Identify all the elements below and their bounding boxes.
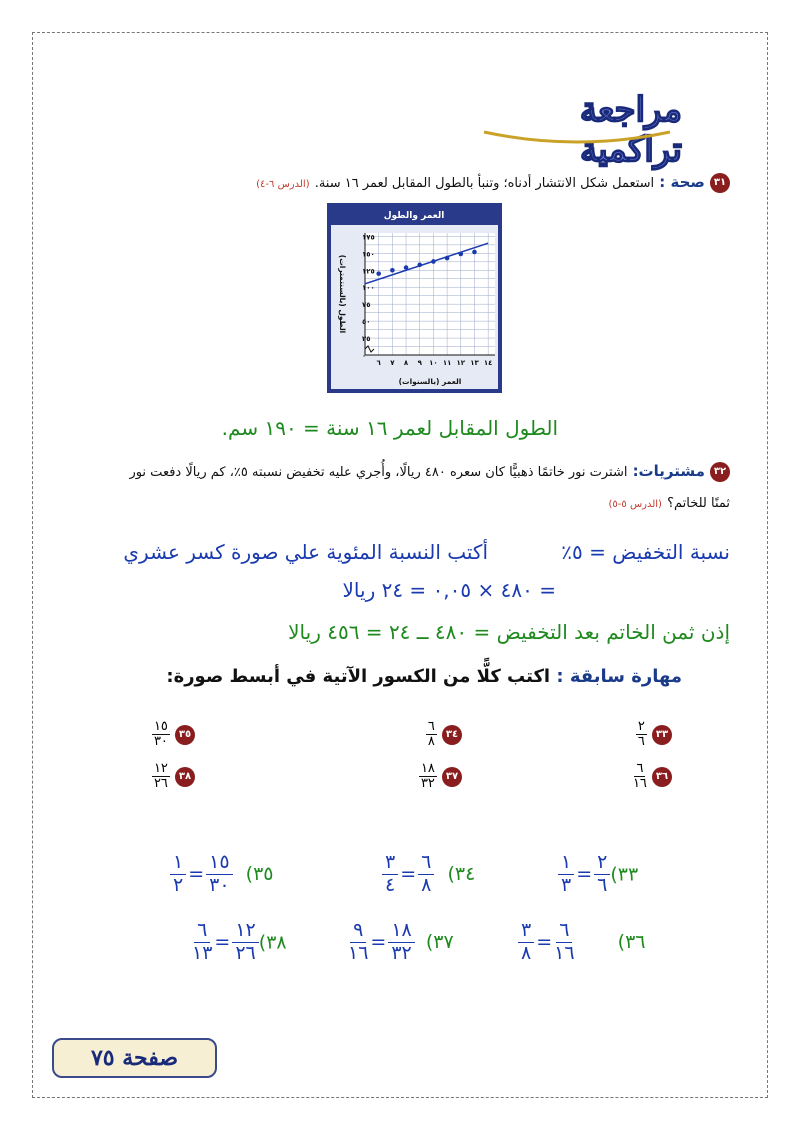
simplified-fraction [192, 920, 212, 965]
solution-37 [348, 920, 454, 965]
numerator: ٩ [350, 920, 366, 943]
denominator: ٨ [427, 734, 435, 750]
numerator: ١ [170, 852, 186, 875]
solution-label: (٣٥ [245, 863, 274, 886]
banner-swoosh [482, 128, 672, 148]
numerator: ١٢ [232, 920, 258, 943]
x-tick-label: ٩ [417, 359, 422, 367]
x-tick-label: ٦ [376, 359, 381, 367]
fraction [633, 762, 647, 792]
exercise-number-badge: ٣٥ [175, 725, 195, 745]
lesson-reference: (الدرس ٦-٤) [256, 179, 310, 190]
question-31 [60, 172, 730, 193]
x-tick-label: ٨ [403, 359, 409, 367]
exercise-33 [636, 720, 672, 750]
x-tick-label: ١٤ [483, 359, 493, 367]
x-tick-label: ٧ [390, 359, 395, 367]
question-title: مشتريات: [632, 462, 705, 480]
denominator: ١٣ [192, 941, 213, 964]
solution-label: (٣٤ [447, 863, 476, 886]
y-tick-label: ١٢٥ [362, 267, 375, 276]
exercise-number-badge: ٣٧ [442, 767, 462, 787]
denominator: ٣٠ [209, 873, 230, 896]
data-point [376, 271, 381, 276]
denominator: ٤ [385, 873, 396, 896]
scatter-plot-svg [327, 203, 502, 393]
simplified-fraction [382, 852, 398, 897]
original-fraction [388, 920, 414, 965]
question-32 [60, 461, 730, 482]
solution-label: (٣٦ [617, 931, 646, 954]
numerator: ٦ [636, 761, 644, 776]
y-tick-label: ٢٥ [362, 335, 371, 344]
exercise-35 [152, 720, 195, 750]
banner-title: مراجعة تراكمية [579, 90, 682, 170]
simplified-fraction [518, 920, 534, 965]
data-point [417, 263, 422, 268]
lesson-reference: (الدرس ٥-٥) [608, 499, 662, 510]
exercise-38 [152, 762, 195, 792]
equals-sign: = [576, 863, 593, 886]
y-tick-label: ١٥٠ [362, 250, 375, 259]
data-point [458, 252, 463, 257]
original-fraction [206, 852, 232, 897]
equals-sign: = [214, 931, 231, 954]
x-axis-label: العمر (بالسنوات) [398, 377, 462, 386]
x-tick-labels [377, 359, 493, 367]
denominator: ١٦ [348, 941, 369, 964]
original-fraction [554, 920, 574, 965]
exercise-36 [633, 762, 672, 792]
y-axis-label: الطول (بالسنتمترات) [338, 254, 347, 334]
simplified-fraction [348, 920, 368, 965]
solution-label: (٣٣ [610, 863, 639, 886]
x-tick-label: ١٠ [429, 359, 438, 367]
chart-title: العمر والطول [383, 211, 445, 221]
solution-34 [382, 852, 475, 897]
data-point [431, 259, 436, 264]
denominator: ٢ [173, 873, 184, 896]
solution-36 [518, 920, 646, 965]
section-banner [470, 90, 682, 170]
fraction [426, 720, 437, 750]
denominator: ١٦ [632, 776, 647, 792]
y-tick-label: ٠ [362, 352, 367, 360]
numerator: ٣ [518, 920, 534, 943]
solution-38 [192, 920, 287, 965]
question-text: اشترت نور خاتمًا ذهبيًّا كان سعره ٤٨٠ ريالًا، وأُجري عليه تخفيض نسبته ٥٪، كم ريالًا دفعت نور [129, 465, 628, 480]
y-tick-label: ٥٠ [362, 318, 371, 327]
denominator: ٣ [561, 873, 572, 896]
original-fraction [594, 852, 610, 897]
question-number-badge: ٣١ [710, 173, 730, 193]
exercise-number-badge: ٣٦ [652, 767, 672, 787]
numerator: ١٥ [153, 719, 168, 734]
denominator: ٦ [637, 734, 645, 750]
skill-heading [166, 666, 682, 687]
numerator: ٢ [637, 719, 645, 734]
q32-answer-discount: نسبة التخفيض = ٥٪ [561, 540, 730, 564]
question-32-line2 [609, 492, 731, 511]
numerator: ٦ [418, 852, 434, 875]
data-point [472, 250, 477, 255]
exercise-34 [426, 720, 462, 750]
question-text-continued: ثمنًا للخاتم؟ [667, 496, 730, 511]
exercise-number-badge: ٣٨ [175, 767, 195, 787]
y-tick-label: ١٧٥ [362, 233, 375, 242]
denominator: ٣٢ [391, 941, 412, 964]
denominator: ٦ [597, 873, 608, 896]
x-tick-label: ١٢ [456, 359, 466, 367]
fraction [152, 762, 170, 792]
numerator: ٦ [194, 920, 210, 943]
question-text: استعمل شكل الانتشار أدناه؛ وتنبأ بالطول المقابل لعمر ١٦ سنة. [314, 176, 655, 191]
numerator: ١٥ [206, 852, 232, 875]
fraction [152, 720, 170, 750]
question-number-badge: ٣٢ [710, 462, 730, 482]
exercise-number-badge: ٣٤ [442, 725, 462, 745]
numerator: ١٢ [153, 761, 168, 776]
equals-sign: = [400, 863, 417, 886]
solution-label: (٣٨ [258, 931, 287, 954]
numerator: ١ [558, 852, 574, 875]
denominator: ٣٠ [153, 734, 168, 750]
data-point [404, 265, 409, 270]
denominator: ١٦ [554, 941, 575, 964]
skill-label: مهارة سابقة : [556, 666, 682, 687]
question-title: صحة : [659, 173, 705, 191]
simplified-fraction [558, 852, 574, 897]
numerator: ٣ [382, 852, 398, 875]
denominator: ٨ [521, 941, 532, 964]
equals-sign: = [188, 863, 205, 886]
y-tick-label: ١٠٠ [362, 284, 375, 293]
scatter-chart [327, 203, 502, 393]
x-tick-label: ١٣ [470, 359, 479, 367]
solution-35 [170, 852, 274, 897]
skill-instruction: اكتب كلًّا من الكسور الآتية في أبسط صورة: [166, 666, 551, 687]
denominator: ٢٦ [153, 776, 168, 792]
y-tick-label: ٧٥ [362, 301, 371, 310]
solution-label: (٣٧ [425, 931, 454, 954]
original-fraction [232, 920, 258, 965]
q32-answer-calc: = ٤٨٠ × ٠,٠٥ = ٢٤ ريالا [342, 578, 556, 602]
data-point [445, 256, 450, 261]
fraction [419, 762, 437, 792]
solution-33 [558, 852, 638, 897]
equals-sign: = [370, 931, 387, 954]
data-point [390, 268, 395, 273]
q32-answer-final: إذن ثمن الخاتم بعد التخفيض = ٤٨٠ ــ ٢٤ = ٤٥٦ ريالا [288, 620, 730, 644]
simplified-fraction [170, 852, 186, 897]
page-number-box: صفحة ٧٥ [52, 1038, 217, 1078]
numerator: ١٨ [420, 761, 435, 776]
numerator: ٦ [556, 920, 572, 943]
equals-sign: = [536, 931, 553, 954]
numerator: ٢ [594, 852, 610, 875]
denominator: ٢٦ [235, 941, 256, 964]
exercise-37 [419, 762, 462, 792]
original-fraction [418, 852, 434, 897]
numerator: ٦ [427, 719, 435, 734]
numerator: ١٨ [388, 920, 414, 943]
q32-answer-note: أكتب النسبة المئوية علي صورة كسر عشري [123, 540, 488, 564]
x-tick-label: ١١ [442, 359, 452, 367]
q31-answer: الطول المقابل لعمر ١٦ سنة = ١٩٠ سم. [221, 416, 558, 440]
fraction [636, 720, 647, 750]
exercise-number-badge: ٣٣ [652, 725, 672, 745]
denominator: ٣٢ [420, 776, 435, 792]
denominator: ٨ [421, 873, 432, 896]
